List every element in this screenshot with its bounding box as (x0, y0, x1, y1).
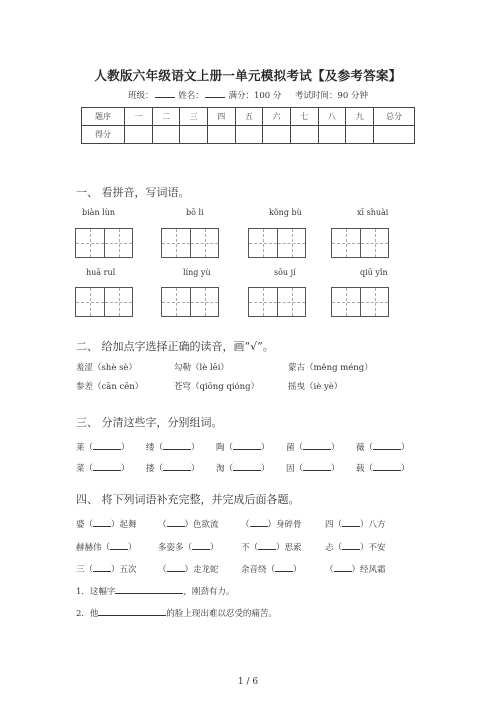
pinyin-label: bō li (186, 208, 204, 217)
idiom-part: ） (128, 543, 137, 553)
answer-blank[interactable] (93, 562, 111, 572)
name-label: 姓名： (178, 91, 204, 101)
character: 陶 (216, 443, 225, 453)
writing-grid[interactable] (331, 287, 389, 317)
idiom-item[interactable] (158, 540, 219, 553)
idiom-item[interactable] (76, 540, 137, 553)
idiom-item[interactable] (241, 517, 302, 530)
idiom-part: （ (158, 565, 167, 575)
section3-heading: 三、 分清这些字，分别组词。 (76, 416, 223, 429)
section1-heading: 一、 看拼音，写词语。 (76, 186, 190, 199)
answer-blank[interactable] (115, 584, 183, 594)
score-table-score-row (82, 126, 415, 144)
idiom-part: ）身碎骨 (267, 520, 302, 530)
idiom-part: 不（ (241, 543, 259, 553)
idiom-part: 婆（ (76, 520, 94, 530)
character: 搂 (146, 464, 155, 474)
character: 缕 (146, 443, 155, 453)
idiom-part: 忐（ (325, 543, 343, 553)
writing-grid[interactable] (248, 228, 306, 258)
score-input-cell[interactable] (263, 126, 291, 144)
character: 因 (286, 464, 295, 474)
table-cell: 六 (263, 108, 291, 126)
answer-blank[interactable] (110, 540, 128, 550)
class-blank (155, 89, 175, 98)
grid-cell[interactable] (332, 288, 360, 316)
grid-cell[interactable] (277, 229, 305, 257)
pinyin-label: sōu jí (274, 268, 296, 277)
idiom-item[interactable] (76, 562, 137, 575)
word-building-item[interactable]: 薇（ ） (356, 440, 410, 453)
section2-heading: 二、 给加点字选择正确的读音，画“√”。 (76, 340, 274, 353)
table-cell: 一 (125, 108, 153, 126)
table-cell: 题序 (82, 108, 125, 126)
table-cell: 二 (152, 108, 180, 126)
pinyin-label: xī shuài (357, 208, 389, 217)
answer-blank[interactable] (98, 606, 166, 616)
score-input-cell[interactable] (152, 126, 180, 144)
answer-blank[interactable] (250, 517, 268, 527)
idiom-part: 余音绕（ (241, 565, 276, 575)
writing-grid[interactable] (248, 287, 306, 317)
score-input-cell[interactable] (125, 126, 153, 144)
score-input-cell[interactable] (207, 126, 235, 144)
reading-option[interactable]: 勾勒（lè lēi） (174, 363, 229, 373)
answer-blank[interactable] (192, 540, 210, 550)
score-input-cell[interactable] (180, 126, 208, 144)
writing-grid[interactable] (75, 228, 133, 258)
word-building-item[interactable]: 载（ ） (356, 461, 410, 474)
grid-cell[interactable] (104, 288, 132, 316)
grid-cell[interactable] (162, 288, 190, 316)
table-cell: 四 (207, 108, 235, 126)
exam-time: 考试时间：90 分钟 (294, 91, 368, 101)
idiom-item[interactable] (158, 517, 219, 530)
answer-blank[interactable] (233, 440, 261, 450)
word-building-item[interactable]: 菜（ ） (76, 461, 130, 474)
grid-cell[interactable] (249, 229, 277, 257)
answer-blank[interactable] (163, 461, 191, 471)
section4-heading: 四、 将下列词语补充完整，并完成后面各题。 (76, 493, 300, 506)
grid-cell[interactable] (249, 288, 277, 316)
word-building-item[interactable]: 莱（ ） (76, 440, 130, 453)
question-text: 1．这幅字 (76, 587, 116, 597)
table-cell: 九 (346, 108, 374, 126)
grid-cell[interactable] (360, 288, 388, 316)
character: 载 (356, 464, 365, 474)
reading-option[interactable]: 蒙古（měng méng） (288, 363, 373, 373)
question-2[interactable] (76, 606, 277, 619)
answer-blank[interactable] (258, 540, 276, 550)
answer-blank[interactable] (93, 461, 121, 471)
answer-blank[interactable] (233, 461, 261, 471)
grid-cell[interactable] (332, 229, 360, 257)
pinyin-label: biàn lùn (82, 208, 116, 217)
pinyin-label: qiū yǐn (360, 268, 388, 277)
word-building-item[interactable]: 缕（ ） (146, 440, 200, 453)
word-building-item[interactable]: 搂（ ） (146, 461, 200, 474)
idiom-part: （ (241, 520, 250, 530)
idiom-part: 赫赫伟（ (76, 543, 111, 553)
word-building-item[interactable]: 陶（ ） (216, 440, 270, 453)
answer-blank[interactable] (342, 517, 360, 527)
score-input-cell[interactable] (346, 126, 374, 144)
reading-option[interactable]: 参差（cān cēn） (76, 382, 144, 392)
pinyin-label: líng yù (183, 268, 211, 277)
character: 莱 (76, 443, 85, 453)
name-blank (205, 89, 225, 98)
grid-cell[interactable] (76, 288, 104, 316)
idiom-item[interactable] (325, 517, 386, 530)
answer-blank[interactable] (163, 440, 191, 450)
character: 菌 (286, 443, 295, 453)
idiom-part: ）五次 (111, 565, 137, 575)
table-cell: 五 (235, 108, 263, 126)
character: 淘 (216, 464, 225, 474)
reading-option[interactable]: 羞涩（shè sè） (76, 363, 137, 373)
score-input-cell[interactable] (235, 126, 263, 144)
writing-grid[interactable] (331, 228, 389, 258)
word-building-item[interactable]: 淘（ ） (216, 461, 270, 474)
answer-blank[interactable] (93, 517, 111, 527)
answer-blank[interactable] (373, 461, 401, 471)
idiom-item[interactable] (241, 562, 302, 575)
score-input-cell[interactable] (290, 126, 318, 144)
writing-grid[interactable] (161, 228, 219, 258)
score-input-cell[interactable] (374, 126, 415, 144)
score-table (81, 107, 415, 144)
answer-blank[interactable] (373, 440, 401, 450)
idiom-item[interactable] (158, 562, 219, 575)
character: 薇 (356, 443, 365, 453)
answer-blank[interactable] (167, 562, 185, 572)
score-input-cell[interactable] (318, 126, 346, 144)
idiom-item[interactable] (325, 540, 386, 553)
idiom-item[interactable] (76, 517, 137, 530)
idiom-part: 三（ (76, 565, 94, 575)
pinyin-label: kǒng bù (269, 208, 302, 217)
exam-info (0, 89, 496, 101)
grid-cell[interactable] (190, 229, 218, 257)
grid-cell[interactable] (190, 288, 218, 316)
answer-blank[interactable] (342, 540, 360, 550)
reading-option[interactable]: 苍穹（qiōng qióng） (174, 382, 260, 392)
idiom-item[interactable] (241, 540, 302, 553)
answer-blank[interactable] (167, 517, 185, 527)
grid-cell[interactable] (104, 229, 132, 257)
grid-cell[interactable] (76, 229, 104, 257)
score-table-header-row (82, 108, 415, 126)
answer-blank[interactable] (275, 562, 293, 572)
idiom-part: ）起舞 (111, 520, 137, 530)
idiom-part: ） (293, 565, 302, 575)
word-building-item[interactable]: 因（ ） (286, 461, 340, 474)
class-label: 班级： (128, 91, 154, 101)
table-cell: 总分 (374, 108, 415, 126)
idiom-item[interactable] (325, 562, 386, 575)
page-number: 1 / 6 (237, 677, 259, 687)
idiom-part: 四（ (325, 520, 343, 530)
idiom-part: ）走龙蛇 (184, 565, 219, 575)
answer-blank[interactable] (303, 440, 331, 450)
question-text: 的脸上现出难以忍受的痛苦。 (166, 609, 277, 619)
idiom-part: ）思索 (276, 543, 302, 553)
pinyin-label: huā ruǐ (86, 268, 116, 277)
idiom-part: （ (158, 520, 167, 530)
writing-grid[interactable] (75, 287, 133, 317)
answer-blank[interactable] (93, 440, 121, 450)
character: 菜 (76, 464, 85, 474)
idiom-part: ） (210, 543, 219, 553)
question-1[interactable] (76, 584, 234, 597)
document-title: 人教版六年级语文上册一单元模拟考试【及参考答案】 (94, 68, 402, 83)
idiom-part: 多姿多（ (158, 543, 193, 553)
question-text: 2．他 (76, 609, 99, 619)
table-cell: 八 (318, 108, 346, 126)
table-cell: 得分 (82, 126, 125, 144)
full-score: 满分：100 分 (228, 91, 282, 101)
idiom-part: ）不安 (360, 543, 386, 553)
grid-cell[interactable] (277, 288, 305, 316)
idiom-part: ）色欲流 (184, 520, 219, 530)
reading-option[interactable]: 摇曳（iè yè） (288, 382, 343, 392)
idiom-part: ）八方 (360, 520, 386, 530)
grid-cell[interactable] (360, 229, 388, 257)
idiom-part: ）经风霜 (351, 565, 386, 575)
table-cell: 七 (290, 108, 318, 126)
question-text: ，刚劲有力。 (183, 587, 235, 597)
word-building-item[interactable]: 菌（ ） (286, 440, 340, 453)
answer-blank[interactable] (334, 562, 352, 572)
grid-cell[interactable] (162, 229, 190, 257)
table-cell: 三 (180, 108, 208, 126)
idiom-part: （ (325, 565, 334, 575)
writing-grid[interactable] (161, 287, 219, 317)
answer-blank[interactable] (303, 461, 331, 471)
